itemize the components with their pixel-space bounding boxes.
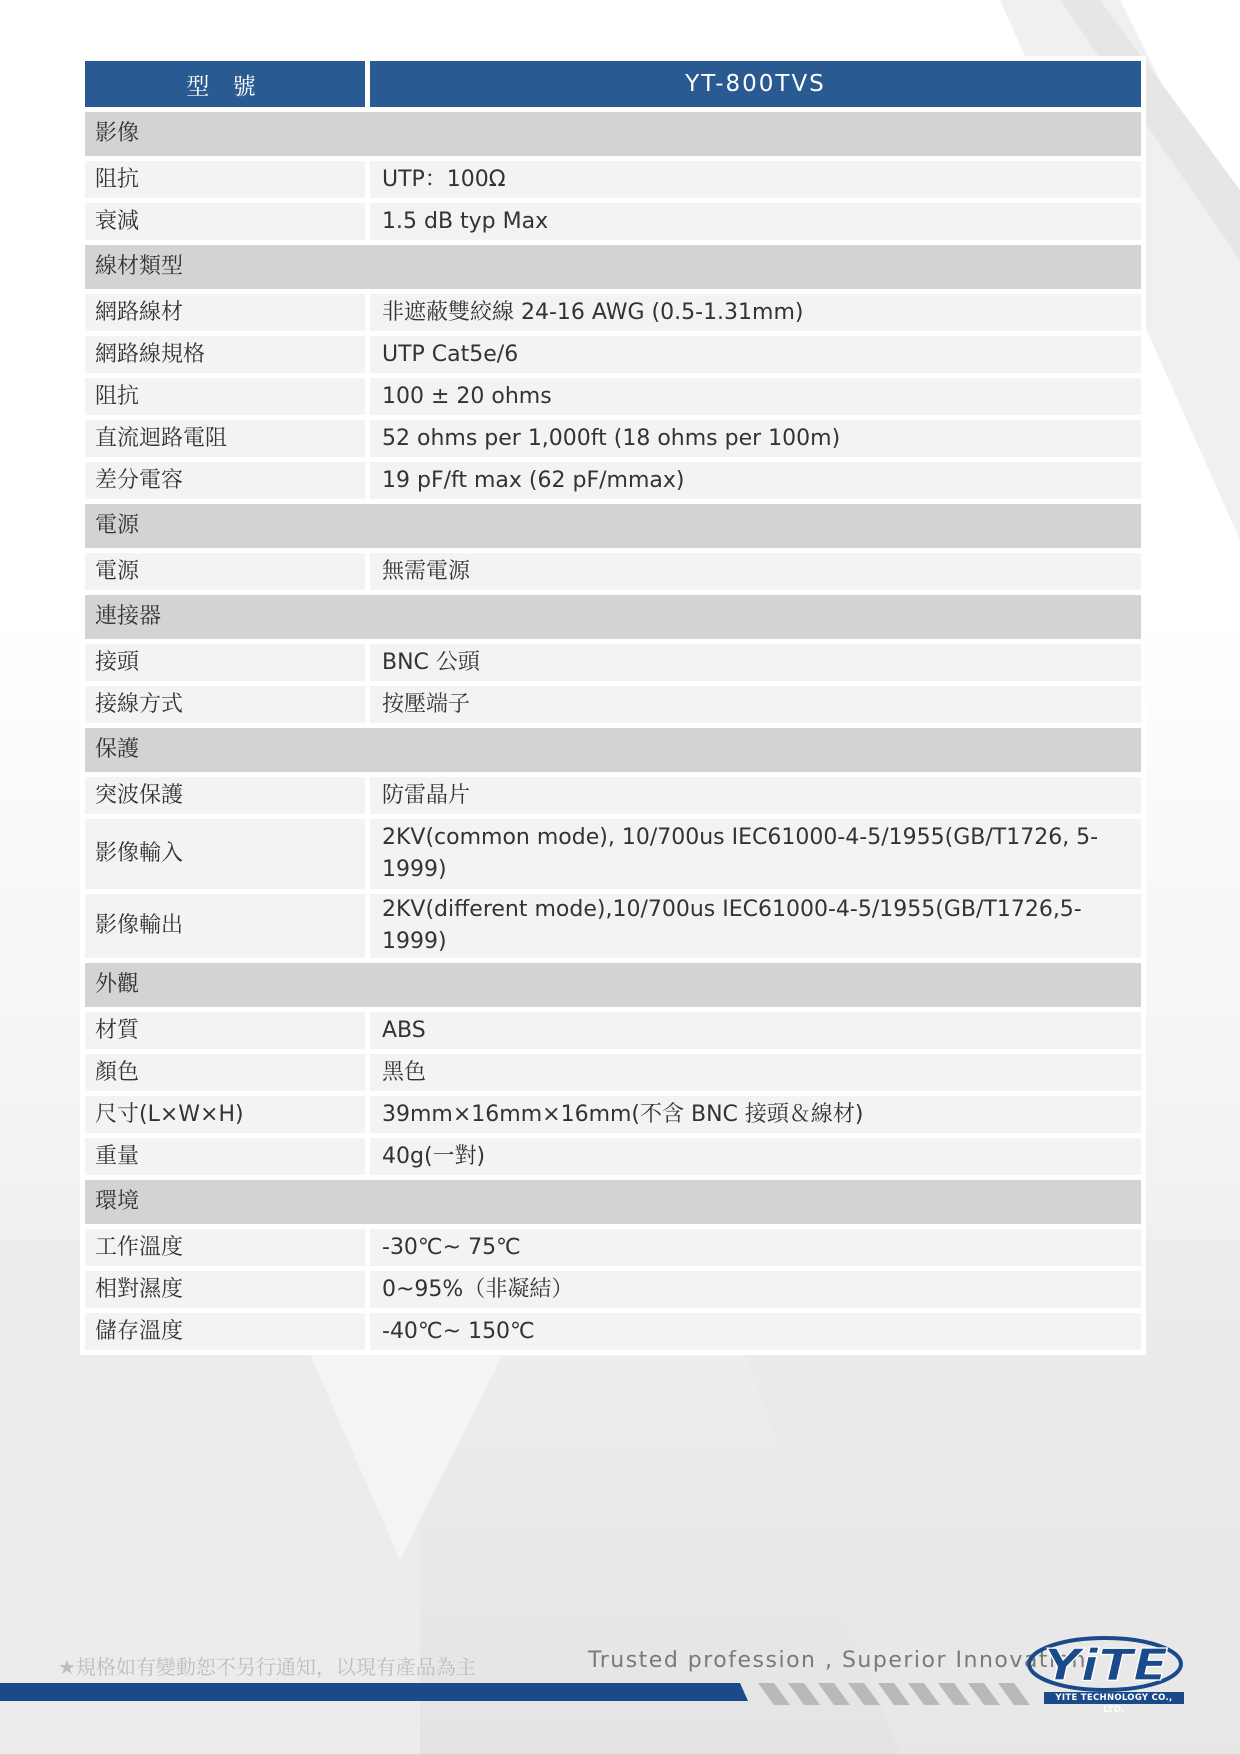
- spec-label: 突波保護: [85, 777, 365, 814]
- spec-row: [85, 294, 1141, 331]
- model-value: YT-800TVS: [370, 61, 1141, 107]
- logo-subtitle: YITE TECHNOLOGY CO., LTD.: [1044, 1692, 1184, 1704]
- spec-value: 19 pF/ft max (62 pF/mmax): [370, 462, 1141, 499]
- spec-row: [85, 894, 1141, 958]
- spec-label: 影像輸出: [85, 894, 365, 958]
- table-header-row: [85, 61, 1141, 107]
- spec-row: [85, 1012, 1141, 1049]
- spec-value: 按壓端子: [370, 686, 1141, 723]
- section-row: [85, 595, 1141, 639]
- spec-value: 52 ohms per 1,000ft (18 ohms per 100m): [370, 420, 1141, 457]
- spec-label: 阻抗: [85, 378, 365, 415]
- spec-value: UTP Cat5e/6: [370, 336, 1141, 373]
- spec-value: 2KV(common mode), 10/700us IEC61000-4-5/1955(GB/T1726, 5-1999): [370, 819, 1141, 889]
- spec-row: [85, 378, 1141, 415]
- spec-label: 材質: [85, 1012, 365, 1049]
- footer-band: [0, 1683, 748, 1701]
- spec-row: [85, 1313, 1141, 1350]
- spec-row: [85, 686, 1141, 723]
- spec-value: UTP：100Ω: [370, 161, 1141, 198]
- section-row: [85, 504, 1141, 548]
- spec-label: 接線方式: [85, 686, 365, 723]
- spec-value: 100 ± 20 ohms: [370, 378, 1141, 415]
- spec-label: 差分電容: [85, 462, 365, 499]
- spec-label: 電源: [85, 553, 365, 590]
- spec-row: [85, 336, 1141, 373]
- spec-row: [85, 161, 1141, 198]
- spec-row: [85, 553, 1141, 590]
- spec-value: 40g(一對): [370, 1138, 1141, 1175]
- model-label: 型 號: [85, 61, 365, 107]
- section-row: [85, 1180, 1141, 1224]
- spec-value: 防雷晶片: [370, 777, 1141, 814]
- spec-label: 影像輸入: [85, 819, 365, 889]
- section-title: 環境: [85, 1180, 1141, 1224]
- spec-row: [85, 777, 1141, 814]
- spec-value: 無需電源: [370, 553, 1141, 590]
- section-title: 影像: [85, 112, 1141, 156]
- spec-label: 工作溫度: [85, 1229, 365, 1266]
- footer-note: ★規格如有變動恕不另行通知，以現有產品為主: [58, 1655, 476, 1679]
- spec-label: 接頭: [85, 644, 365, 681]
- spec-row: [85, 1096, 1141, 1133]
- spec-row: [85, 1138, 1141, 1175]
- section-title: 連接器: [85, 595, 1141, 639]
- spec-row: [85, 203, 1141, 240]
- logo-text: YiTE: [1044, 1640, 1168, 1691]
- section-row: [85, 112, 1141, 156]
- spec-value: 0~95%（非凝結）: [370, 1271, 1141, 1308]
- spec-row: [85, 1271, 1141, 1308]
- spec-label: 儲存溫度: [85, 1313, 365, 1350]
- spec-value: 1.5 dB typ Max: [370, 203, 1141, 240]
- spec-label: 重量: [85, 1138, 365, 1175]
- section-title: 電源: [85, 504, 1141, 548]
- spec-label: 相對濕度: [85, 1271, 365, 1308]
- spec-row: [85, 420, 1141, 457]
- section-title: 外觀: [85, 963, 1141, 1007]
- spec-value: ABS: [370, 1012, 1141, 1049]
- footer-slogan: Trusted profession , Superior Innovation: [588, 1648, 1088, 1673]
- spec-value: 39mm×16mm×16mm(不含 BNC 接頭＆線材): [370, 1096, 1141, 1133]
- section-title: 保護: [85, 728, 1141, 772]
- spec-value: -40℃~ 150℃: [370, 1313, 1141, 1350]
- section-row: [85, 245, 1141, 289]
- spec-value: BNC 公頭: [370, 644, 1141, 681]
- spec-row: [85, 1054, 1141, 1091]
- spec-value: 非遮蔽雙絞線 24-16 AWG (0.5-1.31mm): [370, 294, 1141, 331]
- spec-body: [85, 112, 1141, 1350]
- spec-label: 尺寸(L×W×H): [85, 1096, 365, 1133]
- spec-row: [85, 819, 1141, 889]
- section-row: [85, 963, 1141, 1007]
- section-row: [85, 728, 1141, 772]
- spec-value: 黑色: [370, 1054, 1141, 1091]
- spec-row: [85, 462, 1141, 499]
- spec-label: 網路線規格: [85, 336, 365, 373]
- spec-label: 顏色: [85, 1054, 365, 1091]
- spec-value: 2KV(different mode),10/700us IEC61000-4-5/1955(GB/T1726,5-1999): [370, 894, 1141, 958]
- spec-label: 阻抗: [85, 161, 365, 198]
- spec-value: -30℃~ 75℃: [370, 1229, 1141, 1266]
- spec-table: [80, 56, 1146, 1355]
- spec-label: 直流迴路電阻: [85, 420, 365, 457]
- spec-label: 網路線材: [85, 294, 365, 331]
- spec-label: 衰減: [85, 203, 365, 240]
- spec-row: [85, 644, 1141, 681]
- section-title: 線材類型: [85, 245, 1141, 289]
- spec-row: [85, 1229, 1141, 1266]
